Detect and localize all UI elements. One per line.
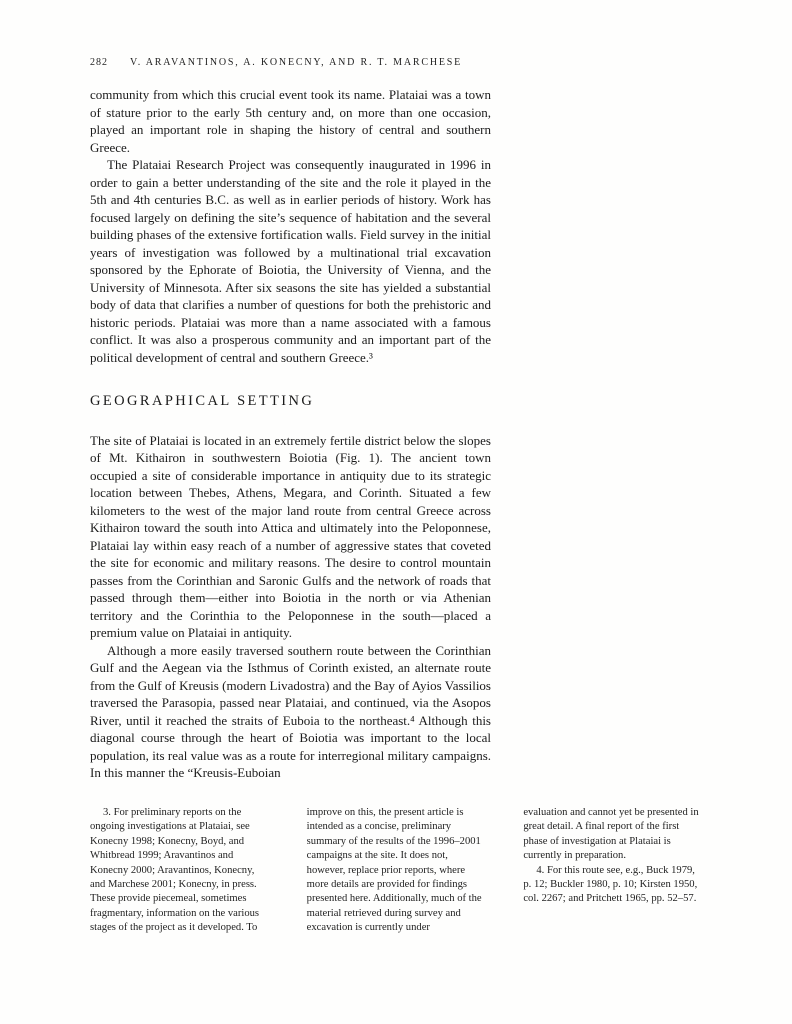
section-heading: GEOGRAPHICAL SETTING (90, 393, 315, 409)
footnote-3-continuation-end: evaluation and cannot yet be presented in great detail. A final report of the first phase of investigation at Plataiai is currently in preparation. (523, 807, 699, 862)
footnote-3-continuation: improve on this, the present article is intended as a concise, preliminary summary of the results of the 1996–2001 campaigns at the site. It does not, however, replace prior reports, where more details are provided for findings presented here. Additionally, much of the material retrieved during survey and excavation is currently under (306, 807, 482, 934)
paragraph-continuation: community from which this crucial event took its name. Plataiai was a town of stature prior to the early 5th century and, on more than one occasion, played an important role in shaping the history of central and southern Greece. (90, 87, 491, 155)
article-body (90, 86, 491, 782)
footnote-column-3 (523, 806, 702, 936)
footnote-4: 4. For this route see, e.g., Buck 1979, p. 12; Buckler 1980, p. 10; Kirsten 1950, col. 2267; and Pritchett 1965, pp. 52–57. (523, 864, 698, 905)
paragraph: The Plataiai Research Project was consequently inaugurated in 1996 in order to gain a better understanding of the site and the role it played in the 5th and 4th centuries B.C. as well as in earlier periods of history. Work has focused largely on defining the site’s sequence of habitation and the several building phases of the extensive fortification walls. Field survey in the initial years of investigation was followed by a multinational trial excavation sponsored by the Ephorate of Boiotia, the University of Vienna, and the University of Minnesota. After six seasons the site has yielded a substantial body of data that clarifies a number of questions for both the prehistoric and historic periods. Plataiai was more than a name associated with a famous conflict. It was also a prosperous community and an important part of the political development of central and southern Greece.³ (90, 157, 491, 365)
footnote-column-1 (90, 806, 269, 936)
running-head: V. ARAVANTINOS, A. KONECNY, AND R. T. MARCHESE (130, 57, 463, 68)
page-header (90, 57, 650, 68)
footnote-column-2 (307, 806, 486, 936)
paragraph: Although a more easily traversed southern route between the Corinthian Gulf and the Aegean via the Isthmus of Corinth existed, an alternate route from the Gulf of Kreusis (modern Livadostra) and the Bay of Ayios Vassilios traversed the Parasopia, passed near Plataiai, and continued, via the Asopos River, until it reached the straits of Euboia to the northeast.⁴ Although this diagonal course through the heart of Boiotia was important to the local population, its real value was as a route for interregional military campaigns. In this manner the “Kreusis-Euboian (90, 642, 491, 780)
footnotes-block (90, 806, 702, 936)
page-number: 282 (90, 57, 108, 68)
footnote-3: 3. For preliminary reports on the ongoing investigations at Plataiai, see Konecny 1998; Konecny, Boyd, and Whitbread 1999; Aravantinos and Konecny 2000; Aravantinos, Konecny, and Marchese 2001; Konecny, in press. These provide piecemeal, sometimes fragmentary, information on the various stages of the project as it developed. To (90, 807, 260, 934)
paragraph: The site of Plataiai is located in an extremely fertile district below the slopes of Mt. Kithairon in southwestern Boiotia (Fig. 1). The ancient town occupied a site of considerable importance in antiquity due to its strategic location between Thebes, Athens, Megara, and Corinth. Situated a few kilometers to the west of the major land route from central Greece across Kithairon toward the south into Attica and ultimately into the Peloponnese, Plataiai lay within easy reach of a number of aggressive states that coveted the site for economic and military reasons. The desire to control mountain passes from the Corinthian and Saronic Gulfs and the network of roads that passed through them—either into Boiotia in the north or via Athenian territory and the Corinthia to the Peloponnese in the south—placed a premium value on Plataiai in antiquity. (90, 432, 491, 640)
